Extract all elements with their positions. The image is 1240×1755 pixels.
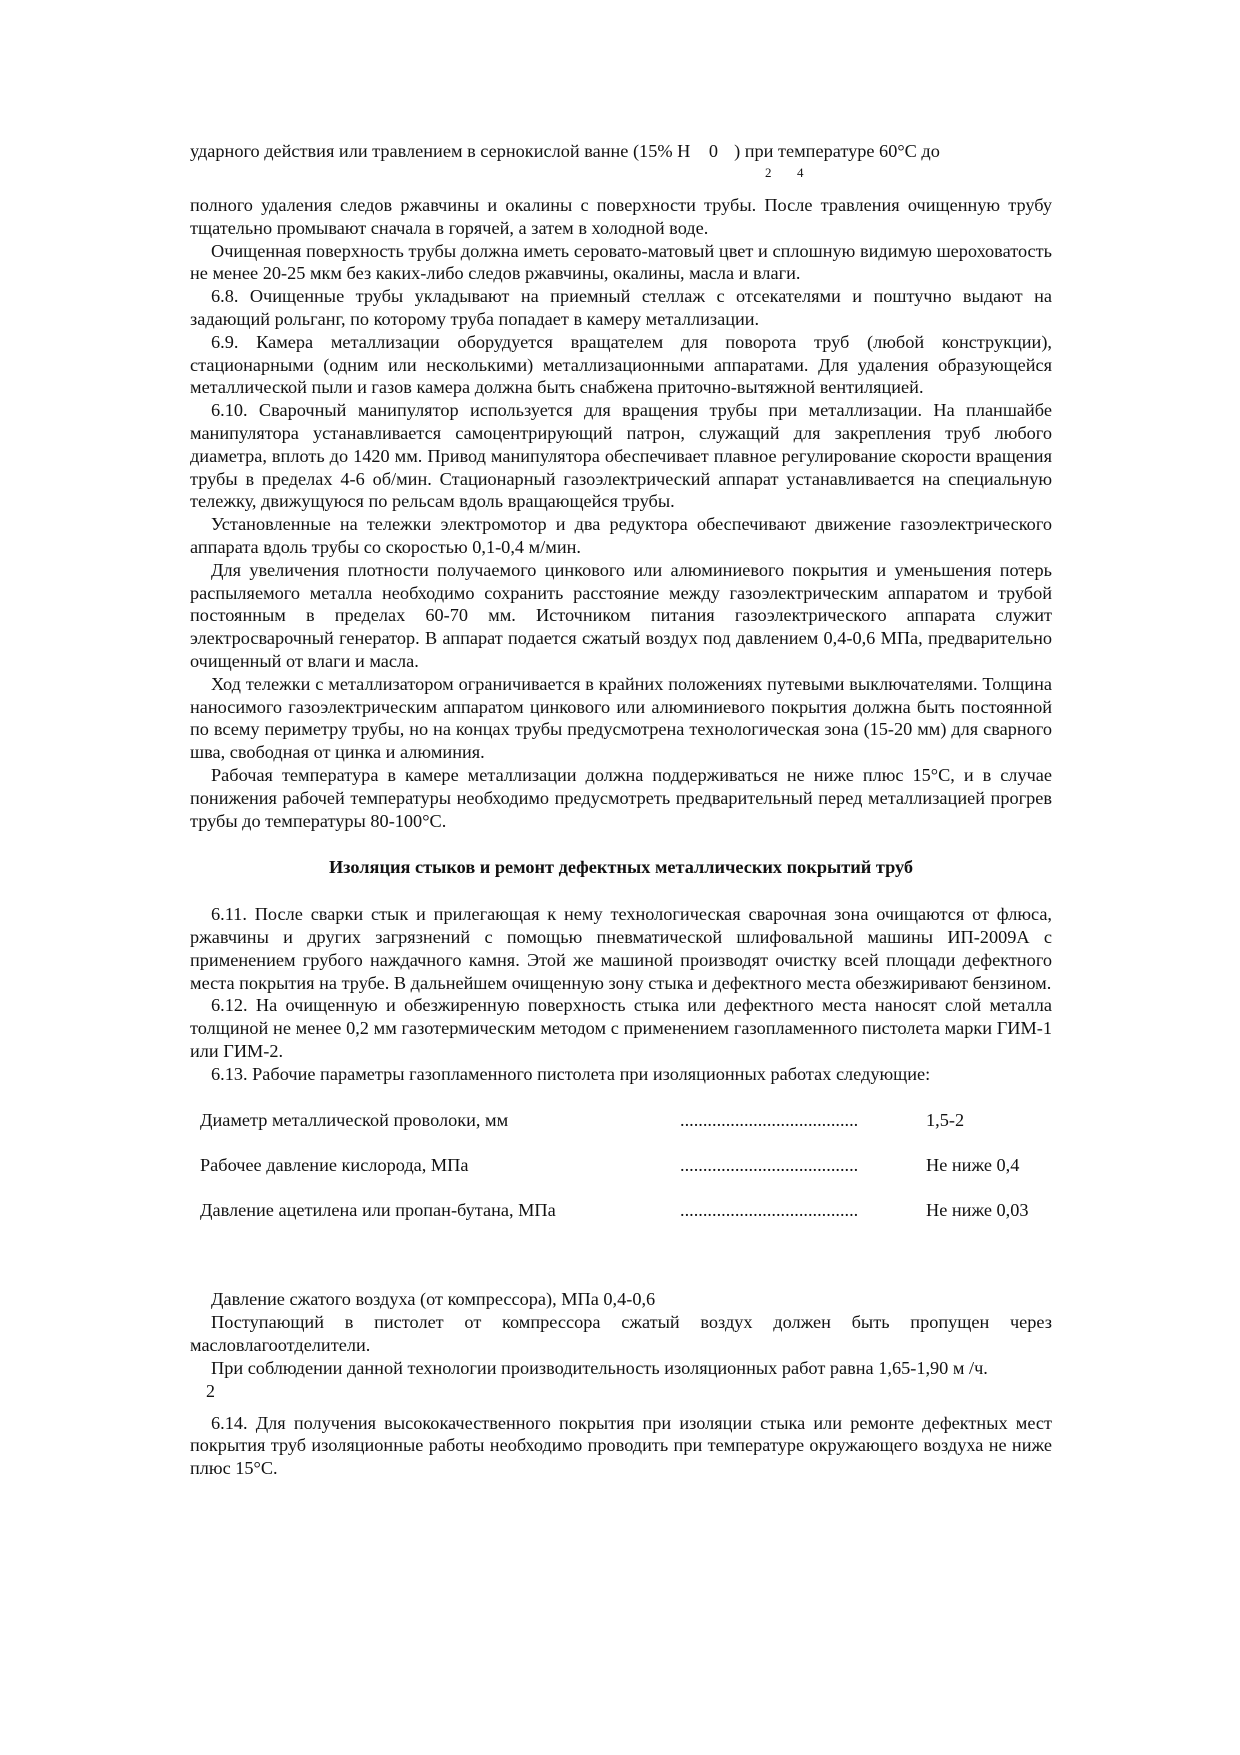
paragraph-separators: Поступающий в пистолет от компрессора сжатый воздух должен быть пропущен через масловлагоотделители. [190,1312,1052,1356]
paragraph-1: полного удаления следов ржавчины и окалины с поверхности трубы. После травления очищенную трубу тщательно промывают сначала в горячей, а затем в холодной воде. [190,195,1052,238]
paragraph-2: Очищенная поверхность трубы должна иметь серовато-матовый цвет и сплошную видимую шероховатость не менее 20-25 мкм без каких-либо следов ржавчины, окалины, масла и влаги. [190,240,1052,284]
param-value: 1,5-2 [926,1110,965,1131]
paragraph-air-pressure: Давление сжатого воздуха (от компрессора), МПа 0,4-0,6 [211,1289,656,1310]
formula-text [190,140,1052,163]
formula-after: ) при температуре 60°C до [734,141,940,161]
formula-line [190,128,1052,194]
paragraph-6-12: 6.12. На очищенную и обезжиренную поверхность стыка или дефектного места наносят слой металла толщиной не менее 0,2 мм газотермическим методом с применением газопламенного пистолета марки ГИМ-1 или ГИМ-2. [190,995,1052,1061]
param-name: Давление ацетилена или пропан-бутана, МПа [200,1200,556,1221]
unit-superscript-line [190,1380,1052,1402]
paragraph-6-13: 6.13. Рабочие параметры газопламенного пистолета при изоляционных работах следующие: [211,1063,931,1084]
table-row [200,1154,1052,1199]
paragraph-6-11: 6.11. После сварки стык и прилегающая к нему технологическая сварочная зона очищаются от флюса, ржавчины и других загрязнений с помощью пневматической шлифовальной машины ИП-2009А с применением грубого наждачного камня. Этой же машиной производят очистку всей площади дефектного места покрытия на трубе. В дальнейшем очищенную зону стыка и дефектного места обезжиривают бензином. [190,904,1052,993]
paragraph-6-10: 6.10. Сварочный манипулятор используется для вращения трубы при металлизации. На планшайбе манипулятора устанавливается самоцентрирующий патрон, служащий для закрепления труб любого диаметра, вплоть до 1420 мм. Привод манипулятора обеспечивает плавное регулирование скорости вращения трубы в пределах 4-6 об/мин. Стационарный газоэлектрический аппарат устанавливается на специальную тележку, движущуюся по рельсам вдоль вращающейся трубы. [190,400,1052,512]
param-dots: ....................................... [680,1200,859,1221]
parameters-table [200,1109,1052,1244]
param-value: Не ниже 0,4 [926,1155,1020,1176]
param-dots: ....................................... [680,1155,859,1176]
paragraph-stroke: Ход тележки с металлизатором ограничивается в крайних положениях путевыми выключателями. Толщина наносимого газоэлектрическим аппаратом цинкового или алюминиевого покрытия должна быть постоянной по всему периметру трубы, но на концах трубы предусмотрена технологическая зона (15-20 мм) для сварного шва, свободная от цинка и алюминия. [190,673,1052,763]
paragraph-temperature: Рабочая температура в камере металлизации должна поддерживаться не ниже плюс 15°C, и в случае понижения рабочей температуры необходимо предусмотреть предварительный перед металлизацией прогрев трубы до температуры 80-100°C. [190,764,1052,831]
section-heading: Изоляция стыков и ремонт дефектных металлических покрытий труб [328,857,914,878]
unit-superscript: 2 [206,1380,215,1401]
param-name: Диаметр металлической проволоки, мм [200,1110,509,1131]
paragraph-tractor: Установленные на тележки электромотор и два редуктора обеспечивают движение газоэлектрического аппарата вдоль трубы со скоростью 0,1-0,4 м/мин. [190,514,1052,557]
param-name: Рабочее давление кислорода, МПа [200,1155,469,1176]
param-dots: ....................................... [680,1110,859,1131]
param-value: Не ниже 0,03 [926,1200,1029,1221]
h-subscript: 2 [765,165,772,180]
paragraph-6-8: 6.8. Очищенные трубы укладывают на приемный стеллаж с отсекателями и поштучно выдают на задающий рольганг, по которому труба попадает в камеру металлизации. [190,286,1052,329]
formula-before: ударного действия или травлением в сернокислой ванне (15% H [190,141,691,161]
paragraph-productivity: При соблюдении данной технологии производительность изоляционных работ равна 1,65-1,90 м /ч. [211,1357,988,1378]
o-subscript: 4 [797,165,804,180]
formula-middle: 0 [708,141,719,161]
paragraph-density: Для увеличения плотности получаемого цинкового или алюминиевого покрытия и уменьшения потерь распыляемого металла необходимо сохранить расстояние между газоэлектрическим аппаратом и трубой постоянным в пределах 60-70 мм. Источником питания газоэлектрического аппарата служит электросварочный генератор. В аппарат подается сжатый воздух под давлением 0,4-0,6 МПа, предварительно очищенный от влаги и масла. [190,559,1052,671]
document-page [190,140,1052,1480]
table-row [200,1199,1052,1244]
paragraph-6-9: 6.9. Камера металлизации оборудуется вращателем для поворота труб (любой конструкции), стационарными (одним или несколькими) металлизационными аппаратами. Для удаления образующейся металлической пыли и газов камера должна быть снабжена приточно-вытяжной вентиляцией. [190,331,1052,398]
paragraph-6-14: 6.14. Для получения высококачественного покрытия при изоляции стыка или ремонте дефектных мест покрытия труб изоляционные работы необходимо проводить при температуре окружающего воздуха не ниже плюс 15°C. [190,1412,1052,1479]
table-row [200,1109,1052,1154]
